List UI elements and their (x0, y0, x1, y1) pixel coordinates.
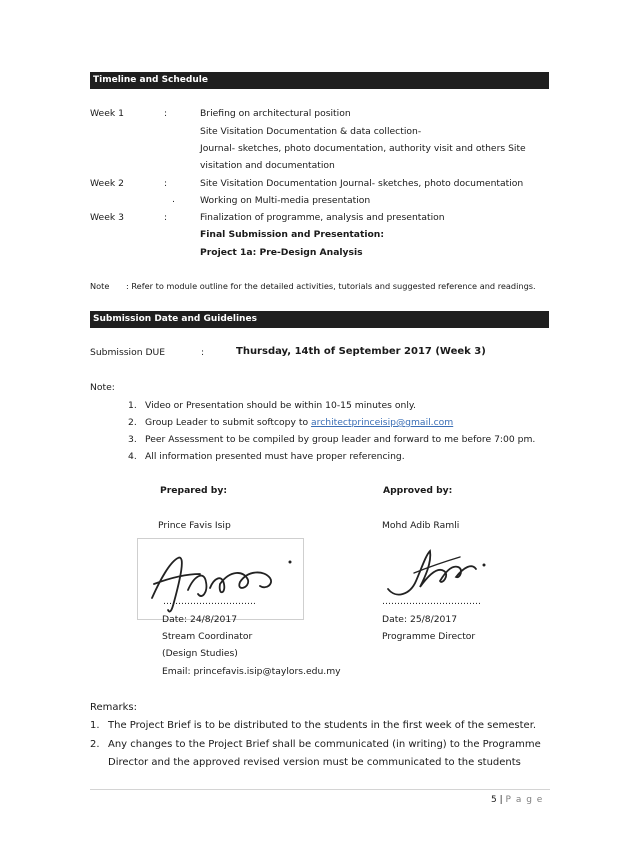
week-3-label: Week 3 (90, 212, 124, 223)
approved-signature-line: …………………………… (382, 597, 481, 607)
footer-divider (90, 789, 550, 790)
guideline-1-num: 1. (128, 400, 137, 411)
approved-date: Date: 25/8/2017 (382, 614, 458, 625)
guideline-3-num: 3. (128, 434, 137, 445)
guideline-2 (145, 417, 453, 429)
submission-due-label: Submission DUE (90, 347, 166, 358)
submission-due-colon: : (201, 347, 205, 358)
week-1-line-1: Briefing on architectural position (200, 108, 351, 119)
prepared-signature-line: …………………………. (163, 597, 256, 607)
guideline-2-num: 2. (128, 417, 137, 428)
final-submission-title: Final Submission and Presentation: (200, 229, 385, 240)
week-1-colon: : (164, 108, 168, 119)
page-number: 5 (491, 795, 497, 805)
guideline-4-text: All information presented must have proper referencing. (145, 451, 405, 462)
approved-by-label: Approved by: (383, 485, 453, 496)
approved-role: Programme Director (382, 631, 476, 642)
prepared-role: Stream Coordinator (162, 631, 253, 642)
week-1-line-2: Site Visitation Documentation & data collection- (200, 126, 422, 137)
guideline-4-num: 4. (128, 451, 137, 462)
page-separator: | (499, 795, 503, 805)
prepared-by-name: Prince Favis Isip (158, 520, 231, 531)
page-label: P a g e (505, 795, 544, 805)
prepared-date: Date: 24/8/2017 (162, 614, 238, 625)
week-3-colon: : (164, 212, 168, 223)
remark-2-num: 2. (90, 739, 100, 750)
project-title: Project 1a: Pre-Design Analysis (200, 247, 363, 258)
remarks-label: Remarks: (90, 702, 138, 713)
week-2-colon-2: . (172, 194, 175, 205)
approved-signature (380, 545, 490, 605)
page-footer (491, 794, 543, 806)
submission-note-label: Note: (90, 382, 115, 393)
week-3-line-1: Finalization of programme, analysis and presentation (200, 212, 445, 223)
remark-2-text: Any changes to the Project Brief shall be communicated (in writing) to the Programme (108, 739, 541, 750)
week-2-line-1: Site Visitation Documentation Journal- sketches, photo documentation (200, 178, 524, 189)
timeline-note-text: : Refer to module outline for the detailed activities, tutorials and suggested reference and readings. (126, 281, 536, 291)
remark-1-text: The Project Brief is to be distributed to the students in the first week of the semester. (108, 720, 537, 731)
submission-heading: Submission Date and Guidelines (90, 311, 549, 328)
timeline-note-label: Note (90, 281, 110, 291)
prepared-by-label: Prepared by: (160, 485, 228, 496)
prepared-email: Email: princefavis.isip@taylors.edu.my (162, 666, 341, 677)
week-1-line-3: Journal- sketches, photo documentation, authority visit and others Site (200, 143, 526, 154)
remark-1-num: 1. (90, 720, 100, 731)
week-1-label: Week 1 (90, 108, 124, 119)
prepared-signature (140, 540, 300, 620)
week-1-line-4: visitation and documentation (200, 160, 335, 171)
week-2-label: Week 2 (90, 178, 124, 189)
week-2-line-2: Working on Multi-media presentation (200, 195, 371, 206)
email-link[interactable]: architectprinceisip@gmail.com (311, 417, 454, 428)
remark-2-text-cont: Director and the approved revised version must be communicated to the students (108, 757, 521, 768)
approved-by-name: Mohd Adib Ramli (382, 520, 460, 531)
guideline-3-text: Peer Assessment to be compiled by group leader and forward to me before 7:00 pm. (145, 434, 536, 445)
guideline-1-text: Video or Presentation should be within 10-15 minutes only. (145, 400, 416, 411)
timeline-heading: Timeline and Schedule (90, 72, 549, 89)
week-2-colon: : (164, 178, 168, 189)
submission-due-date: Thursday, 14th of September 2017 (Week 3) (236, 346, 486, 357)
prepared-dept: (Design Studies) (162, 648, 238, 659)
guideline-2-text: Group Leader to submit softcopy to (145, 417, 312, 428)
